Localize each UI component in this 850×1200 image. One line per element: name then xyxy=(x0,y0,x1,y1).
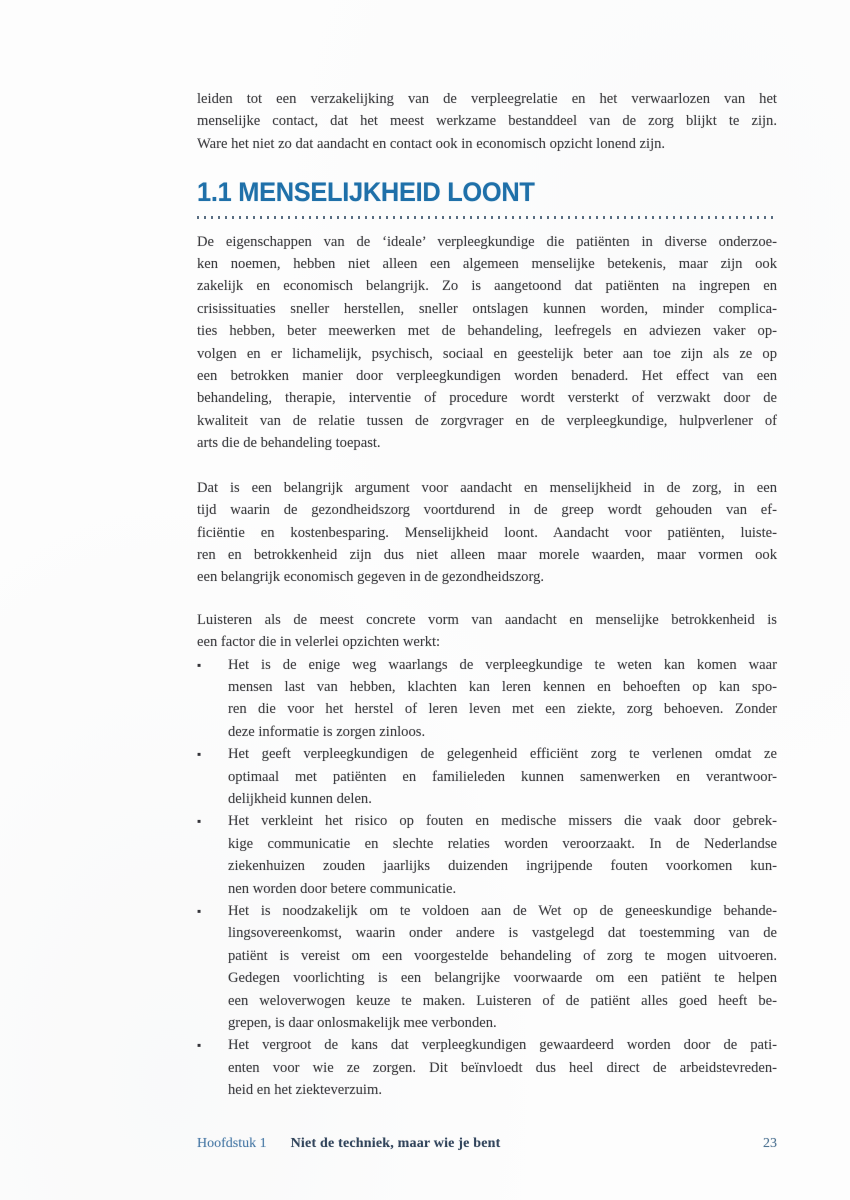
list-item-text xyxy=(228,900,777,1034)
page-number: 23 xyxy=(763,1136,777,1151)
list-item xyxy=(197,810,777,900)
text-line: Gedegen voorlichting is een belangrijke voorwaarde om een patiënt te helpen xyxy=(228,970,777,987)
text-line: een belangrijk economisch gegeven in de gezondheidszorg. xyxy=(197,569,545,586)
text-line: crisissituaties sneller herstellen, sneller ontslagen kunnen worden, minder complica- xyxy=(197,300,777,317)
section-heading-block xyxy=(197,177,777,215)
text-line: leiden tot een verzakelijking van de verpleegrelatie en het verwaarlozen van het xyxy=(197,91,777,107)
text-line: enten voor wie ze zorgen. Dit beïnvloedt dus heel direct de arbeidstevreden- xyxy=(228,1059,777,1076)
text-line: lingsovereenkomst, waarin onder andere is vastgelegd dat toestemming van de xyxy=(228,925,777,942)
spacer xyxy=(197,589,777,609)
bullet-list xyxy=(197,654,777,1102)
section-heading: 1.1 MENSELIJKHEID LOONT xyxy=(197,177,535,208)
text-line: ren die voor het herstel of leren leven met een ziekte, zorg behoeven. Zonder xyxy=(228,701,777,718)
text-line: Dat is een belangrijk argument voor aandacht en menselijkheid in de zorg, in een xyxy=(197,479,777,496)
text-line: ficiëntie en kostenbesparing. Menselijkheid loont. Aandacht voor patiënten, luiste- xyxy=(197,524,777,541)
bullet-square-icon: ▪ xyxy=(197,904,202,918)
bullet-square-icon: ▪ xyxy=(197,657,202,672)
text-line: zakelijk en economisch belangrijk. Zo is aangetoond dat patiënten na ingrepen en xyxy=(197,278,777,295)
list-item-text xyxy=(228,654,777,744)
text-line: menselijke contact, dat het meest werkzame bestanddeel van de zorg blijkt te zijn. xyxy=(197,113,777,130)
text-line: Ware het niet zo dat aandacht en contact ook in economisch opzicht lonend zijn. xyxy=(197,135,666,152)
text-line: tijd waarin de gezondheidszorg voortdurend in de greep wordt gehouden van ef- xyxy=(197,502,777,519)
list-item xyxy=(197,1034,777,1101)
list-item-text xyxy=(228,1034,777,1101)
text-line: grepen, is daar onlosmakelijk mee verbonden. xyxy=(228,1015,497,1032)
text-line: mensen last van hebben, klachten kan leren kennen en behoeften op kan spo- xyxy=(228,678,777,695)
dotted-rule xyxy=(197,216,777,219)
list-item xyxy=(197,654,777,744)
text-line: Het is de enige weg waarlangs de verpleegkundige te weten kan komen waar xyxy=(228,656,777,673)
page-footer xyxy=(197,1134,777,1154)
bullet-square-icon: ▪ xyxy=(197,814,202,829)
text-line: optimaal met patiënten en familieleden kunnen samenwerken en verantwoor- xyxy=(228,768,777,785)
text-line: een betrokken manier door verpleegkundigen worden benaderd. Het effect van een xyxy=(197,368,777,385)
spacer xyxy=(197,219,777,231)
continued-paragraph xyxy=(197,88,777,155)
text-line: een weloverwogen keuze te maken. Luisteren of de patiënt alles goed heeft be- xyxy=(228,992,777,1009)
chapter-title: Niet de techniek, maar wie je bent xyxy=(290,1136,501,1151)
text-line: kige communicatie en slechte relaties worden veroorzaakt. In de Nederlandse xyxy=(228,835,777,852)
text-line: ziekenhuizen zouden jaarlijks duizenden ingrijpende fouten voorkomen kun- xyxy=(228,858,777,875)
list-item-text xyxy=(228,743,777,810)
bullet-square-icon: ▪ xyxy=(197,747,202,762)
bullet-square-icon: ▪ xyxy=(197,1038,202,1053)
text-line: arts die de behandeling toepast. xyxy=(197,435,381,452)
text-line: ties hebben, beter meewerken met de behandeling, leefregels en adviezen vaker op- xyxy=(197,323,777,340)
text-line: behandeling, therapie, interventie of procedure wordt versterkt of verzwakt door de xyxy=(197,390,777,407)
text-line: Luisteren als de meest concrete vorm van aandacht en menselijke betrokkenheid is xyxy=(197,611,777,628)
list-item-text xyxy=(228,810,777,900)
text-line: volgen en er lichamelijk, psychisch, sociaal en geestelijk beter aan toe zijn als ze op xyxy=(197,345,777,362)
text-line: deze informatie is zorgen zinloos. xyxy=(228,723,426,740)
text-line: Het verkleint het risico op fouten en medische missers die vaak door gebrek- xyxy=(228,813,777,830)
text-line: Het vergroot de kans dat verpleegkundigen gewaardeerd worden door de pati- xyxy=(228,1037,777,1054)
chapter-label: Hoofdstuk 1 xyxy=(197,1136,267,1151)
paragraph xyxy=(197,231,777,455)
text-line: Het geeft verpleegkundigen de gelegenheid efficiënt zorg te verlenen omdat ze xyxy=(228,746,777,763)
text-line: De eigenschappen van de ‘ideale’ verpleegkundige die patiënten in diverse onderzoe- xyxy=(197,233,777,250)
paragraph xyxy=(197,477,777,589)
list-intro-paragraph xyxy=(197,609,777,654)
list-item xyxy=(197,900,777,1034)
text-line: ren en betrokkenheid zijn dus niet alleen maar morele waarden, maar vormen ook xyxy=(197,546,777,563)
list-item xyxy=(197,743,777,810)
text-line: delijkheid kunnen delen. xyxy=(228,790,372,807)
text-line: kwaliteit van de relatie tussen de zorgvrager en de verpleegkundige, hulpverlener of xyxy=(197,412,777,429)
spacer xyxy=(197,455,777,477)
text-line: Het is noodzakelijk om te voldoen aan de Wet op de geneeskundige behande- xyxy=(228,903,777,919)
text-line: heid en het ziekteverzuim. xyxy=(228,1082,382,1099)
text-line: ken noemen, hebben niet alleen een algemeen menselijke betekenis, maar zijn ook xyxy=(197,256,777,273)
text-line: patiënt is vereist om een voorgestelde behandeling of zorg te mogen uitvoeren. xyxy=(228,947,777,964)
page-body xyxy=(197,88,777,1102)
text-line: nen worden door betere communicatie. xyxy=(228,880,457,897)
text-line: een factor die in velerlei opzichten werkt: xyxy=(197,634,441,651)
